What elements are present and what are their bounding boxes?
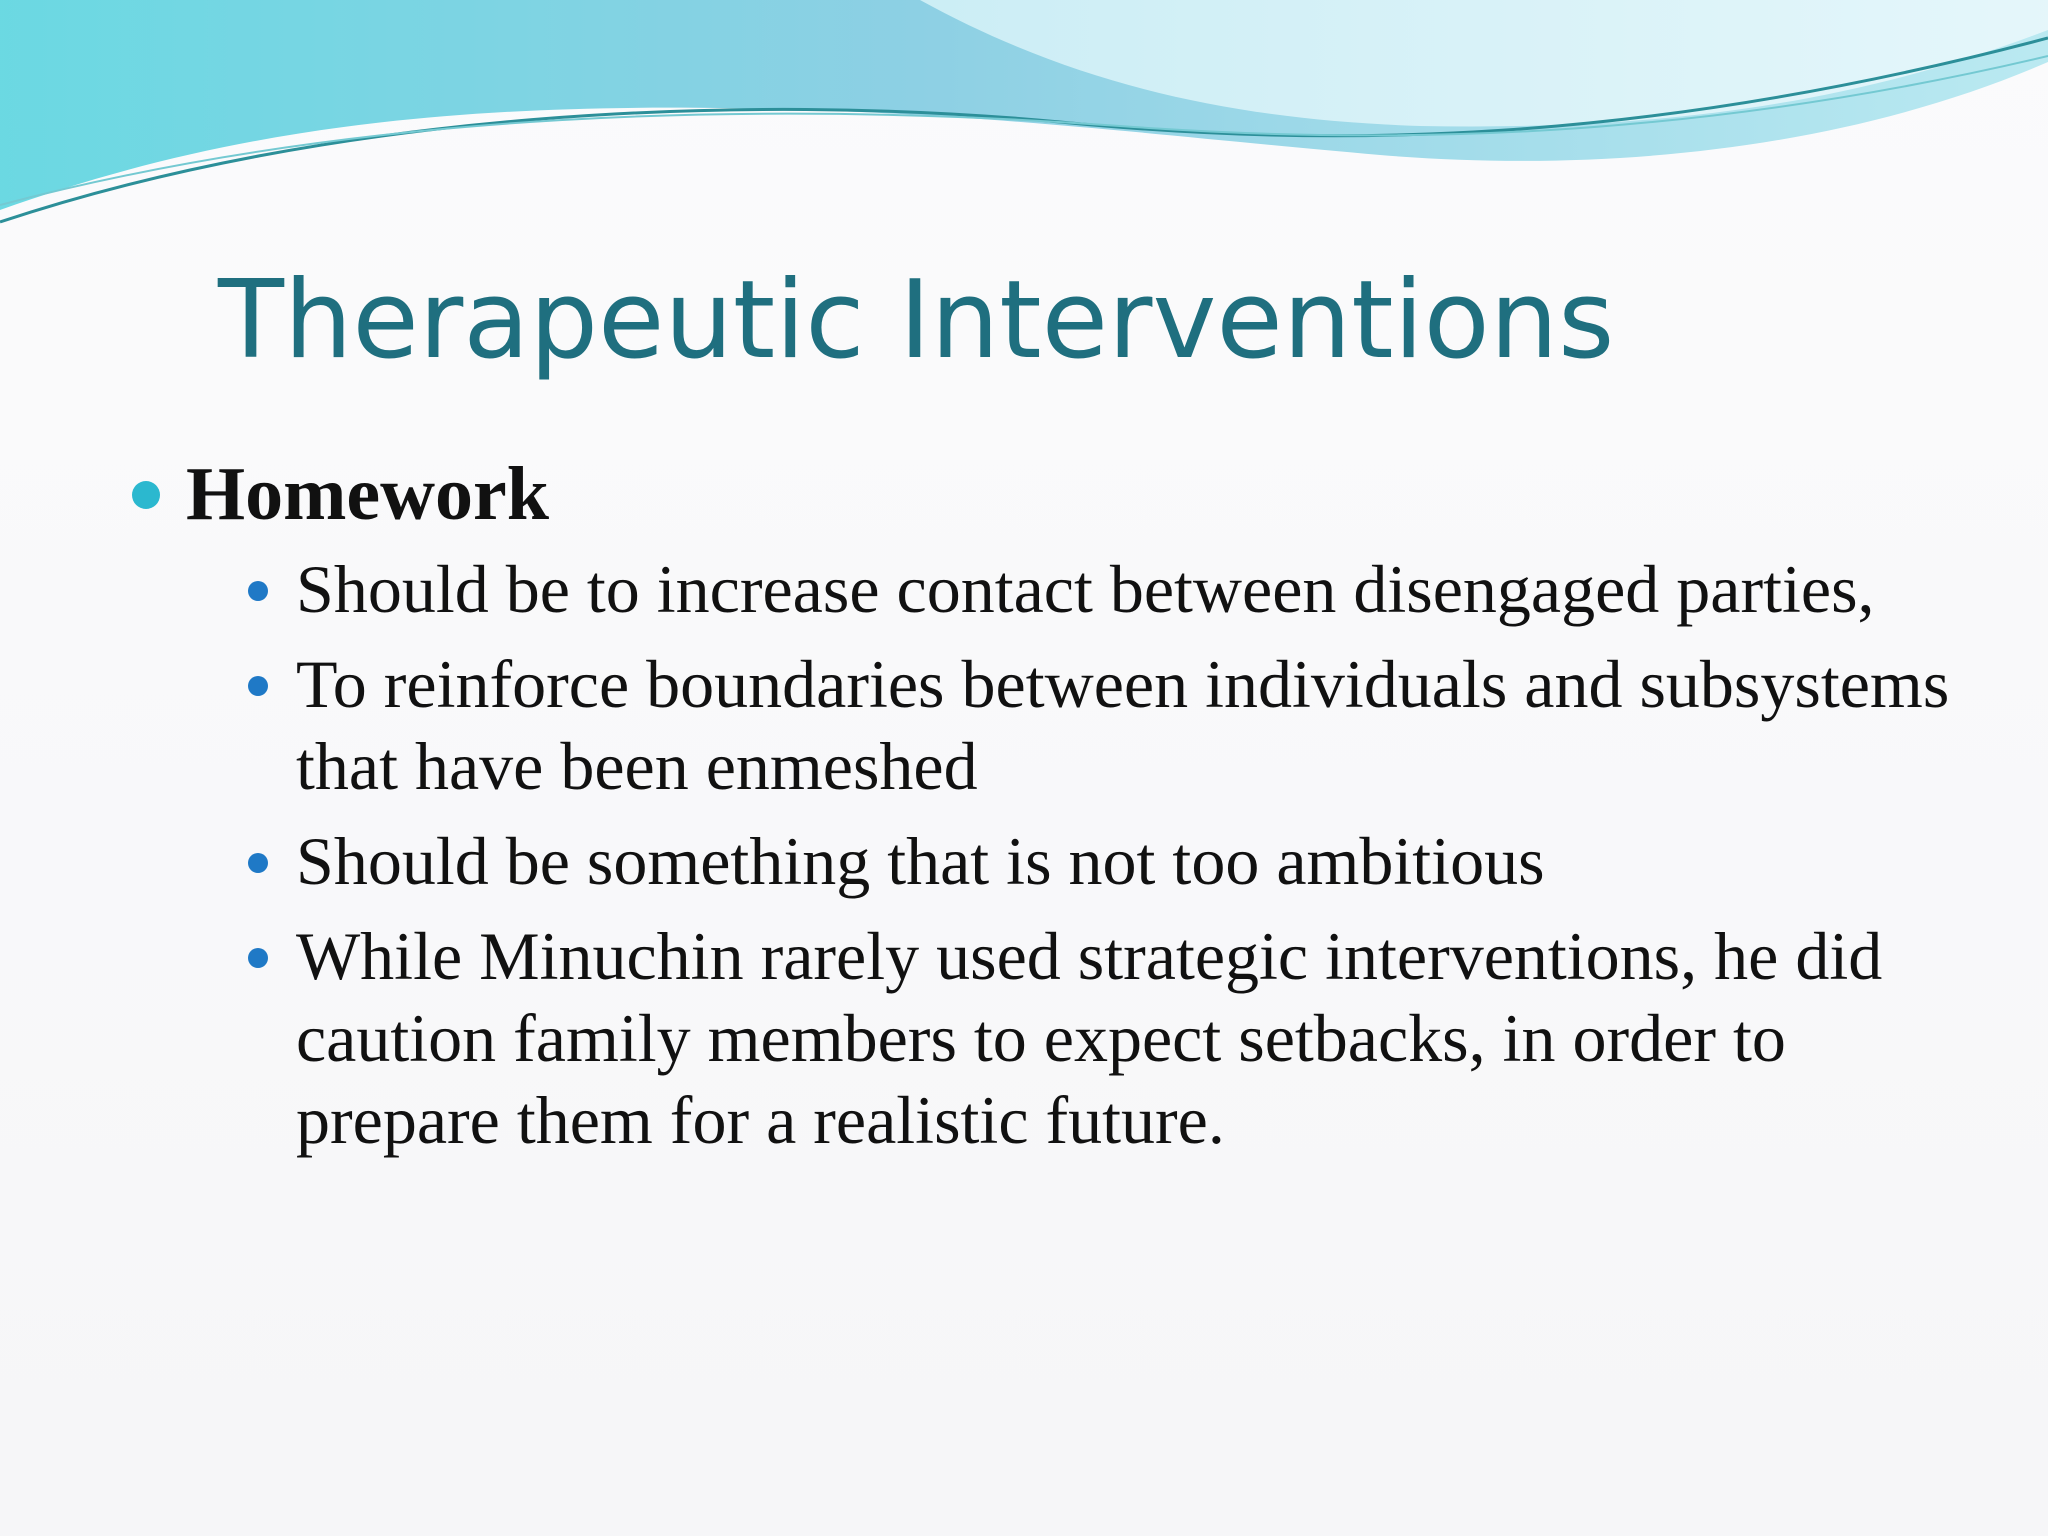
bullet-text: Homework [186, 452, 550, 536]
sub-bullet-item [248, 820, 2048, 902]
bullet-level-1 [128, 448, 1968, 540]
sub-bullet-dot-icon [248, 581, 268, 601]
sub-bullet-item [248, 643, 2048, 807]
sub-bullet-text: Should be something that is not too ambitious [296, 823, 1545, 899]
sub-bullet-dot-icon [248, 948, 268, 968]
sub-bullet-item [248, 548, 2048, 630]
sub-bullet-dot-icon [248, 676, 268, 696]
sub-bullet-list [128, 548, 1968, 1161]
sub-bullet-item [248, 915, 2048, 1161]
sub-bullet-text: Should be to increase contact between disengaged parties, [296, 551, 1875, 627]
slide-content [128, 448, 1968, 1174]
sub-bullet-text: To reinforce boundaries between individuals and subsystems that have been enmeshed [296, 646, 1950, 804]
sub-bullet-dot-icon [248, 853, 268, 873]
bullet-dot-icon [132, 481, 160, 509]
decorative-wave-header [0, 0, 2048, 240]
slide-title: Therapeutic Interventions [218, 258, 1615, 383]
sub-bullet-text: While Minuchin rarely used strategic interventions, he did caution family members to expect setbacks, in order to prepare them for a realistic future. [296, 918, 1883, 1158]
